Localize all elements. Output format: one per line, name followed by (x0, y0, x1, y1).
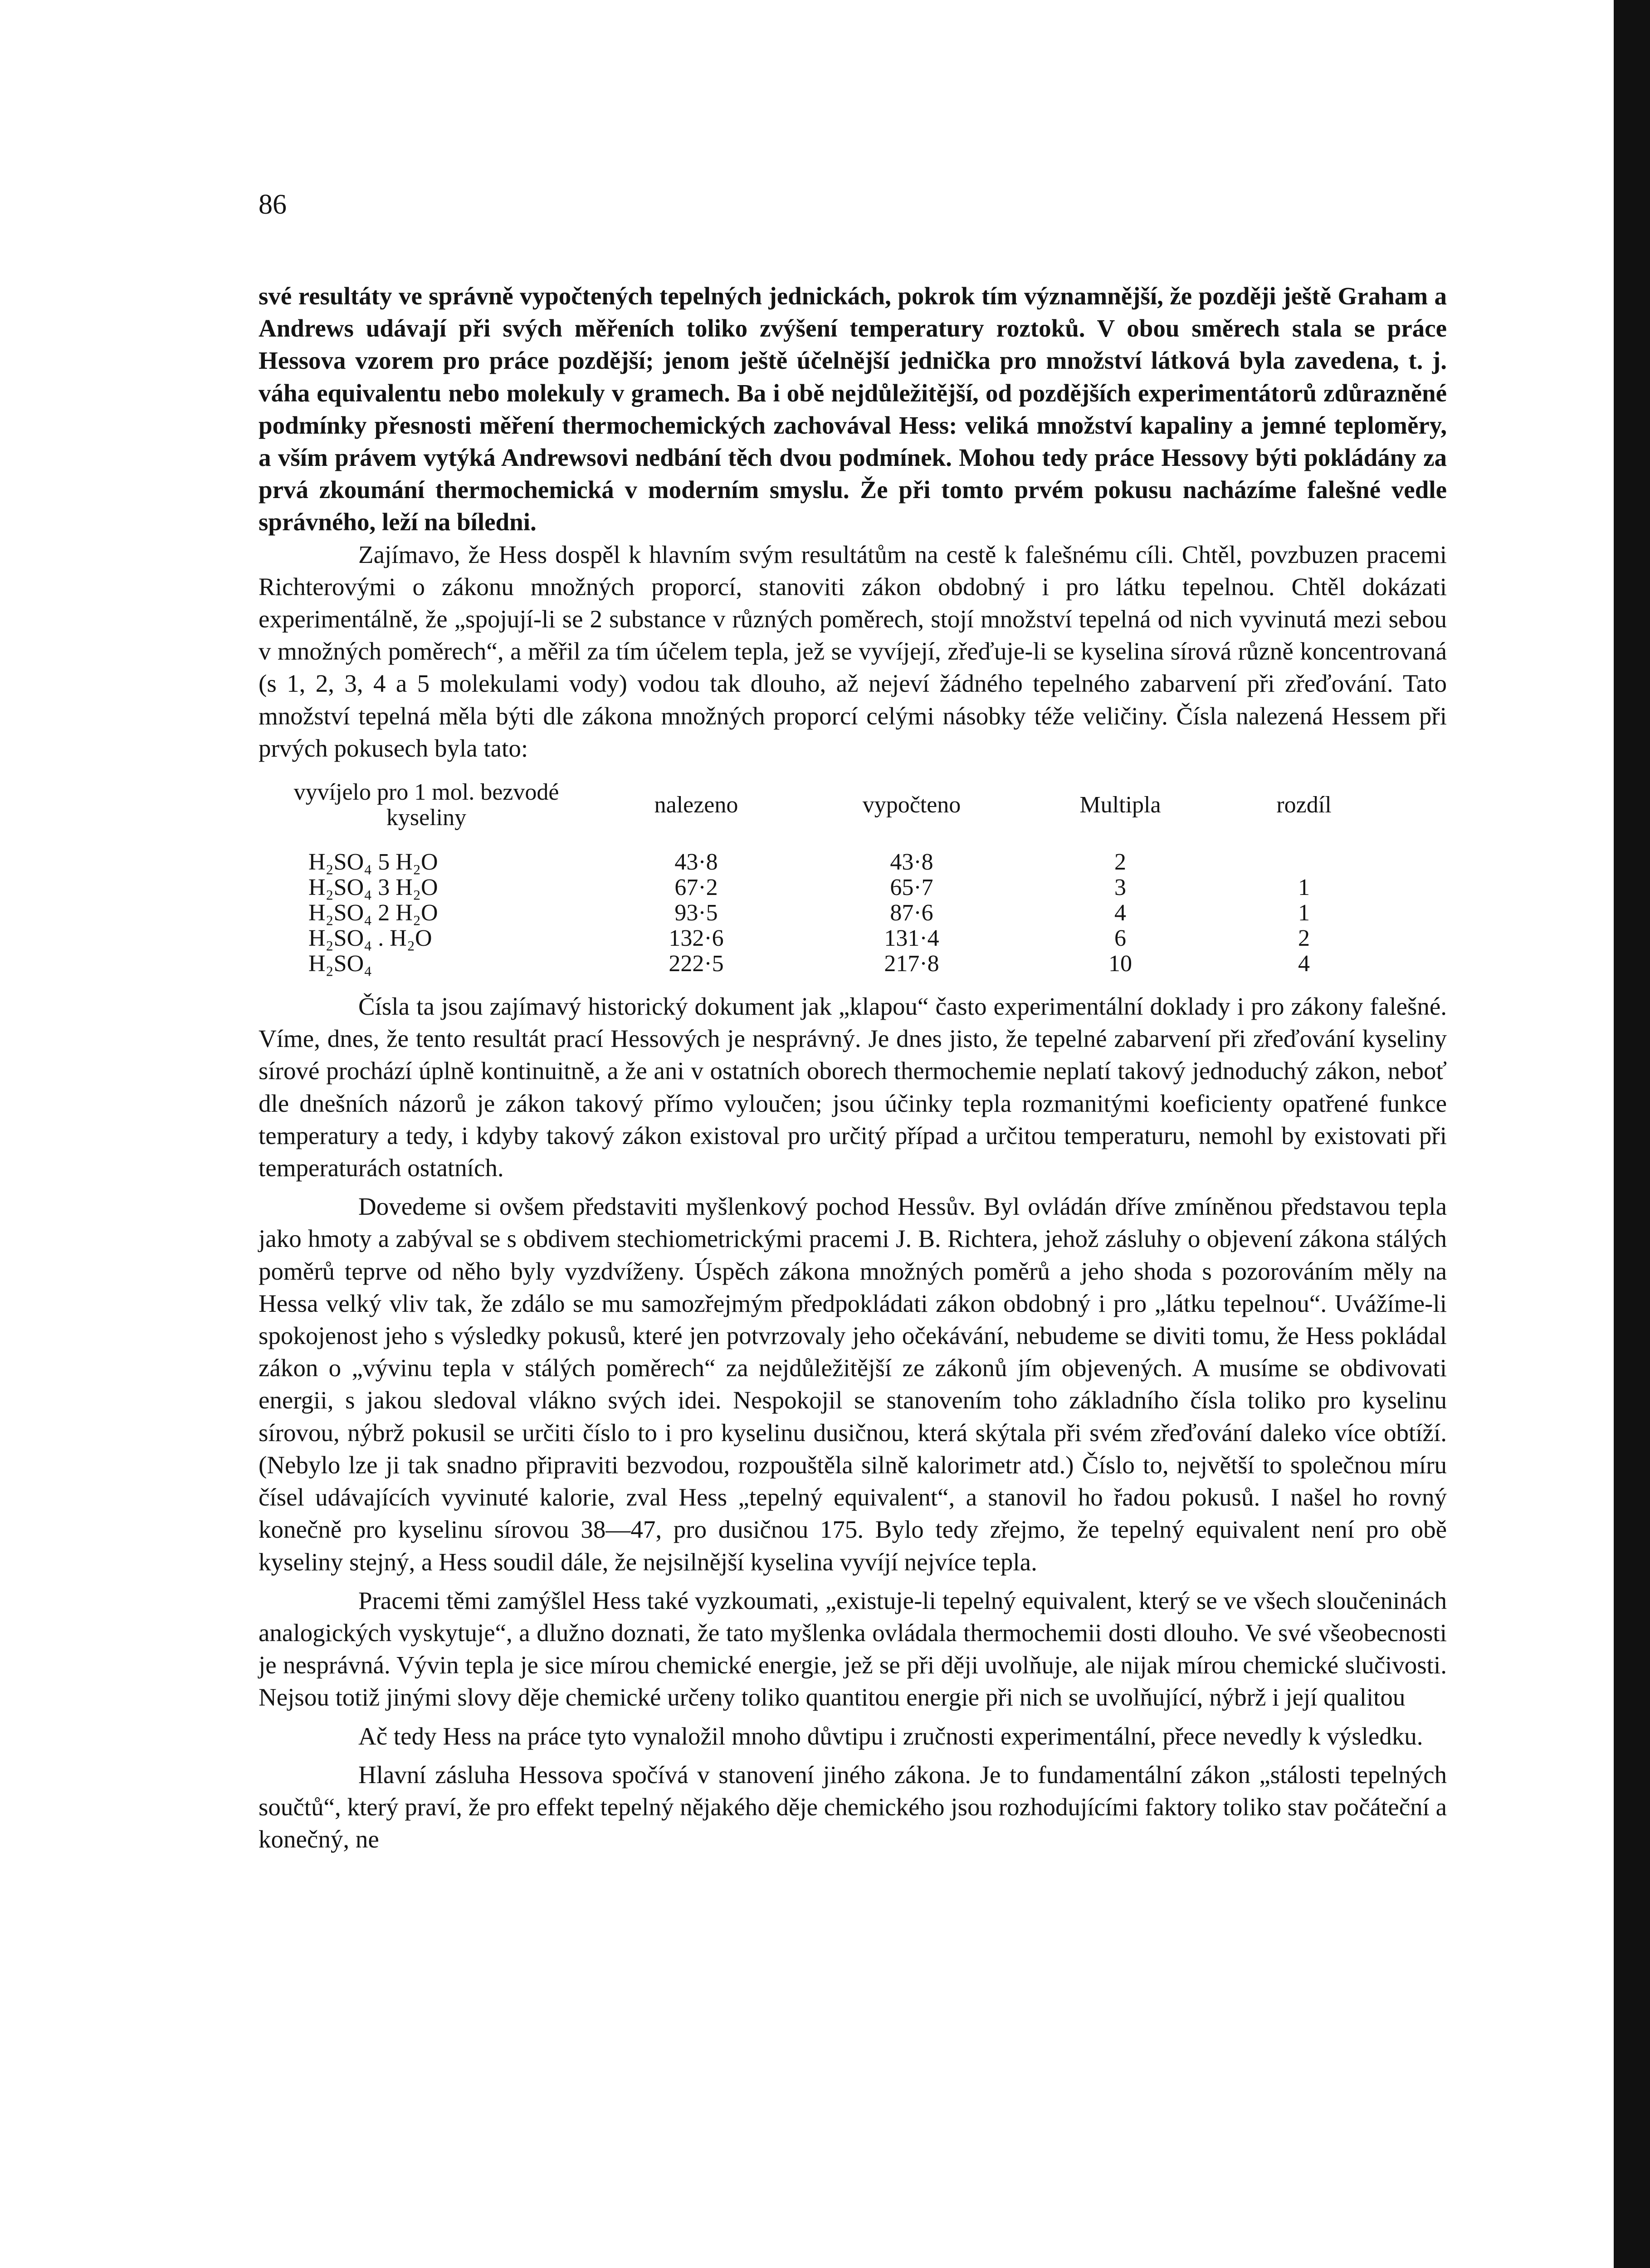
found-cell: 43·8 (674, 849, 718, 875)
header-found: nalezeno (654, 792, 738, 818)
multiple-cell: 4 (1114, 900, 1126, 926)
paragraph-hess-goal: Zajímavo, že Hess dospěl k hlavním svým resultátům na cestě k falešnému cíli. Chtěl, povzbuzen pracemi Richterovými o zákonu množných proporcí, stanoviti zákon obdobný i pro látku tepelnou. Chtěl dokázati experimentálně, že „spojují-li se 2 substance v různých poměrech, stojí množství tepelná od nich vyvinutá mezi sebou v množných poměrech“, a měřil za tím účelem tepla, jež se vyvíjejí, zřeďuje-li se kyselina sírová různě koncentrovaná (s 1, 2, 3, 4 a 5 molekulami vody) vodou tak dlouho, až nejeví žádného tepelného zabarvení při zřeďování. Tato množství tepelná měla býti dle zákona množných proporcí celými násobky téže veličiny. Čísla nalezená Hessem při prvých pokusech byla tato: (259, 540, 1447, 762)
calc-cell: 87·6 (890, 900, 933, 926)
header-difference: rozdíl (1276, 792, 1332, 818)
calc-cell: 217·8 (884, 951, 939, 977)
scan-frame-right (1614, 0, 1650, 2268)
paragraph-no-result: Ač tedy Hess na práce tyto vynaložil mnoho důvtipu i zručnosti experimentální, přece nevedly k výsledku. (358, 1722, 1423, 1750)
found-cell: 93·5 (674, 900, 718, 926)
found-cell: 222·5 (669, 951, 724, 977)
diff-cell: 1 (1298, 900, 1310, 926)
diff-cell: 2 (1298, 925, 1310, 952)
paragraph-heat-equivalent: Pracemi těmi zamýšlel Hess také vyzkoumati, „existuje-li tepelný equivalent, který se ve všech sloučeninách analogických vyskytuje“, a dlužno doznati, že tato myšlenka ovládala thermochemii dosti dlouho. Ve své všeobecnosti je nesprávná. Vývin tepla je sice mírou chemické energie, jež se při ději uvolňuje, ale nijak mírou chemické slučivosti. Nejsou totiž jinými slovy děje chemické určeny toliko quantitou energie při nich se uvolňující, nýbrž i její qualitou (259, 1586, 1447, 1711)
paragraph-hess-thought: Dovedeme si ovšem představiti myšlenkový pochod Hessův. Byl ovládán dříve zmíněnou představou tepla jako hmoty a zabýval se s obdivem stechiometrickými pracemi J. B. Richtera, jehož zásluhy o objevení zákona stálých poměrů teprve od něho byly vyzdvíženy. Úspěch zákona množných poměrů a jeho shoda s pozorováním měly na Hessa velký vliv tak, že zdálo se mu samozřejmým předpokládati zákon obdobný i pro „látku tepelnou“. Uvážíme-li spokojenost jeho s výsledky pokusů, které jen potvrzovaly jeho očekávání, nebudeme se diviti tomu, že Hess pokládal zákon o „vývinu tepla v stálých poměrech“ za nejdůležitější ze zákonů jím objevených. A musíme se obdivovati energii, s jakou sledoval vlákno svých idei. Nespokojil se stanovením toho základního čísla toliko pro kyselinu sírovou, nýbrž pokusil se určiti číslo to i pro kyselinu dusičnou, která skýtala při svém zřeďování daleko více obtíží. (Nebylo lze ji tak snadno připraviti bezvodou, rozpouštěla silně kalorimetr atd.) Číslo to, největší to společnou míru čísel udávajících vyvinuté kalorie, zval Hess „tepelný equivalent“, a stanovil ho řadou pokusů. I našel ho rovný konečně pro kyselinu sírovou 38—47, pro dusičnou 175. Bylo tedy zřejmo, že tepelný equivalent není pro obě kyseliny stejný, a Hess soudil dále, že nejsilnější kyselina vyvíjí nejvíce tepla. (259, 1193, 1447, 1576)
paragraph-main-merit: Hlavní zásluha Hessova spočívá v stanovení jiného zákona. Je to fundamentální zákon „stálosti tepelných součtů“, který praví, že pro effekt tepelný nějakého děje chemického jsou rozhodujícími faktory toliko stav počáteční a konečný, ne (259, 1760, 1447, 1853)
header-developed: vyvíjelo pro 1 mol. bezvodé kyseliny (293, 779, 559, 831)
formula-cell: H₂SO₄ 5 H₂O (308, 849, 438, 875)
diff-cell (1216, 850, 1392, 875)
page-number: 86 (259, 189, 287, 220)
diff-cell: 1 (1298, 875, 1310, 901)
header-calculated: vypočteno (862, 792, 961, 818)
paragraph-results: své resultáty ve správně vypočtených tepelných jednickách, pokrok tím významnější, že později ještě Graham a Andrews udávají při svých měřeních toliko zvýšení temperatury roztoků. V obou směrech stala se práce Hessova vzorem pro práce pozdější; jenom ještě účelnější jednička pro množství látková byla zavedena, t. j. váha equivalentu nebo molekuly v gramech. Ba i obě nejdůležitější, od pozdějších experimentátorů zdůrazněné podmínky přesnosti měření thermochemických zachovával Hess: veliká množství kapaliny a jemné teploměry, a vším právem vytýká Andrewsovi nedbání těch dvou podmínek. Mohou tedy práce Hessovy býti pokládány za prvá zkoumání thermochemická v moderním smyslu. Že při tomto prvém pokusu nacházíme falešné vedle správného, leží na bíledni. (259, 282, 1447, 536)
formula-cell: H₂SO₄ (308, 951, 372, 977)
paragraph-historical-document: Čísla ta jsou zajímavý historický dokument jak „klapou“ často experimentální doklady i pro zákony falešné. Víme, dnes, že tento resultát prací Hessových je nesprávný. Je dnes jisto, že tepelné zabarvení při zřeďování kyseliny sírové prochází úplně kontinuitně, a že ani v ostatních oborech thermochemie neplatí takový jednoduchý zákon, neboť dle dnešních názorů je zákon takový přímo vyloučen; jsou účinky tepla rozmanitými koeficienty opatřené funkce temperatury a tedy, i kdyby takový zákon existoval pro určitý případ a určitou temperaturu, nemohl by existovati při temperaturách ostatních. (259, 992, 1447, 1182)
diff-cell: 4 (1298, 951, 1310, 977)
book-page (259, 191, 1447, 1855)
multiple-cell: 2 (1114, 849, 1126, 875)
found-cell: 67·2 (674, 875, 718, 901)
table-row (259, 850, 1392, 875)
formula-cell: H₂SO₄ 2 H₂O (308, 900, 438, 926)
calc-cell: 43·8 (890, 849, 933, 875)
table-header-row (259, 780, 1392, 850)
hess-results-table (259, 780, 1392, 977)
found-cell: 132·6 (669, 925, 724, 952)
table-row (259, 900, 1392, 926)
calc-cell: 65·7 (890, 875, 933, 901)
multiple-cell: 10 (1108, 951, 1132, 977)
formula-cell: H₂SO₄ 3 H₂O (308, 875, 438, 901)
header-multiple: Multipla (1079, 792, 1161, 818)
multiple-cell: 3 (1114, 875, 1126, 901)
calc-cell: 131·4 (884, 925, 939, 952)
multiple-cell: 6 (1114, 925, 1126, 952)
table-row (259, 926, 1392, 951)
formula-cell: H₂SO₄ . H₂O (308, 925, 432, 952)
table-row (259, 875, 1392, 900)
table-row (259, 951, 1392, 977)
